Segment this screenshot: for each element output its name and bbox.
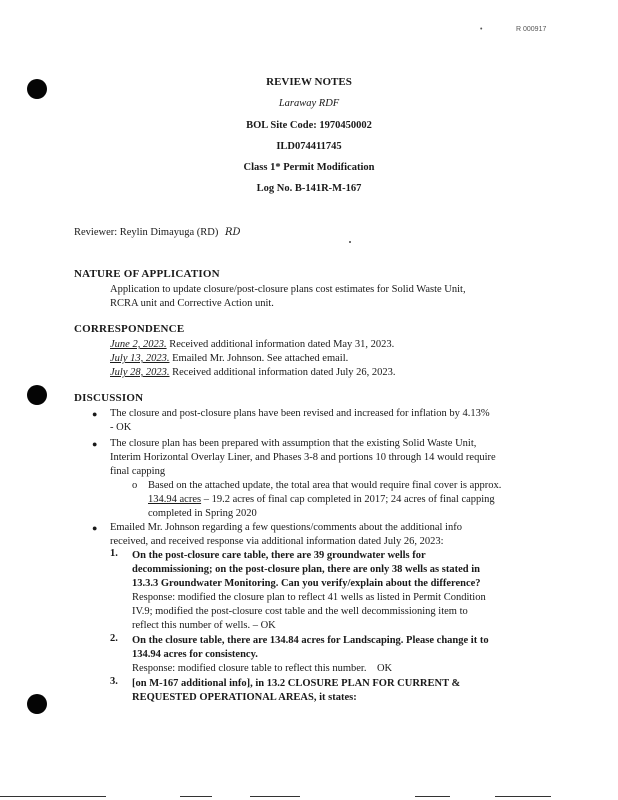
correspondence-date: July 28, 2023. — [110, 367, 170, 378]
sub-bullet-line-3: completed in Spring 2020 — [148, 508, 257, 519]
bullet-icon: ● — [92, 409, 98, 419]
total-acres: 134.94 acres — [148, 494, 202, 505]
scan-edge-line — [0, 796, 106, 797]
discussion-heading: DISCUSSION — [74, 392, 144, 404]
bullet-icon: ● — [92, 523, 98, 533]
bullet-icon: ● — [92, 439, 98, 449]
bates-number: R 000917 — [516, 26, 547, 33]
discussion-bullet-3-line-1: Emailed Mr. Johnson regarding a few questions/comments about the additional info — [110, 522, 462, 533]
modification-class: Class 1* Permit Modification — [243, 162, 375, 173]
item-2-response-line-1: Response: modified closure table to reflect this number. OK — [132, 663, 393, 674]
scan-edge-line — [415, 796, 450, 797]
item-number: 1. — [110, 548, 118, 559]
item-2-question-line-2: 134.94 acres for consistency. — [132, 649, 258, 660]
reviewer-line — [74, 225, 241, 240]
correspondence-entry — [110, 365, 396, 380]
correspondence-date: June 2, 2023. — [110, 339, 167, 350]
item-number: 2. — [110, 633, 118, 644]
scan-edge-line — [180, 796, 212, 797]
discussion-bullet-2-line-3: final capping — [110, 466, 166, 477]
nature-text-line-1: Application to update closure/post-closure plans cost estimates for Solid Waste Unit, — [110, 284, 466, 295]
acres-detail: – 19.2 acres of final cap completed in 2017; 24 acres of final capping — [201, 494, 495, 505]
scan-edge-line — [250, 796, 300, 797]
item-1-response-line-2: IV.9; modified the post-closure cost table and the well decommissioning item to — [132, 606, 468, 617]
correspondence-text: Emailed Mr. Johnson. See attached email. — [169, 353, 349, 364]
item-3-question-line-2: REQUESTED OPERATIONAL AREAS, it states: — [132, 692, 357, 703]
discussion-bullet-1-line-1: The closure and post-closure plans have been revised and increased for inflation by 4.13% — [110, 408, 490, 419]
scan-edge-line — [495, 796, 551, 797]
site-code: BOL Site Code: 1970450002 — [246, 120, 372, 131]
sub-bullet-icon: o — [132, 480, 138, 491]
nature-text-line-2: RCRA unit and Corrective Action unit. — [110, 298, 274, 309]
correspondence-date: July 13, 2023. — [110, 353, 170, 364]
reviewer-label: Reviewer: Reylin Dimayuga (RD) — [74, 227, 219, 238]
discussion-bullet-1-line-2: - OK — [110, 422, 132, 433]
correspondence-entry — [110, 337, 394, 352]
log-number: Log No. B-141R-M-167 — [256, 183, 362, 194]
reviewer-initials: RD — [224, 227, 241, 238]
item-1-response-line-1: Response: modified the closure plan to reflect 41 wells as listed in Permit Condition — [132, 592, 486, 603]
page-title: REVIEW NOTES — [266, 76, 352, 88]
correspondence-text: Received additional information dated July 26, 2023. — [169, 367, 396, 378]
sub-bullet-line-2 — [148, 492, 495, 507]
item-1-response-line-3: reflect this number of wells. – OK — [132, 620, 276, 631]
punch-hole-middle — [27, 385, 47, 405]
facility-name: Laraway RDF — [278, 98, 340, 109]
discussion-bullet-3-line-2: received, and received response via additional information dated July 26, 2023: — [110, 536, 444, 547]
discussion-bullet-2-line-1: The closure plan has been prepared with assumption that the existing Solid Waste Unit, — [110, 438, 477, 449]
item-1-question-line-3: 13.3.3 Groundwater Monitoring. Can you verify/explain about the difference? — [132, 578, 481, 589]
epa-id: ILD074411745 — [276, 141, 342, 152]
correspondence-entry — [110, 351, 348, 366]
item-2-question-line-1: On the closure table, there are 134.84 acres for Landscaping. Please change it to — [132, 635, 489, 646]
item-1-question-line-1: On the post-closure care table, there are 39 groundwater wells for — [132, 550, 426, 561]
punch-hole-bottom — [27, 694, 47, 714]
correspondence-text: Received additional information dated May 31, 2023. — [166, 339, 395, 350]
correspondence-heading: CORRESPONDENCE — [74, 323, 185, 335]
item-number: 3. — [110, 676, 118, 687]
discussion-bullet-2-line-2: Interim Horizontal Overlay Liner, and Phases 3-8 and portions 10 through 14 would require — [110, 452, 496, 463]
stamp-dot: • — [480, 26, 483, 33]
item-1-question-line-2: decommissioning; on the post-closure plan, there are only 38 wells as stated in — [132, 564, 480, 575]
nature-heading: NATURE OF APPLICATION — [74, 268, 220, 280]
item-3-question-line-1: [on M-167 additional info], in 13.2 CLOSURE PLAN FOR CURRENT & — [132, 678, 461, 689]
speck — [349, 241, 351, 243]
sub-bullet-line-1: Based on the attached update, the total area that would require final cover is approx. — [148, 480, 502, 491]
